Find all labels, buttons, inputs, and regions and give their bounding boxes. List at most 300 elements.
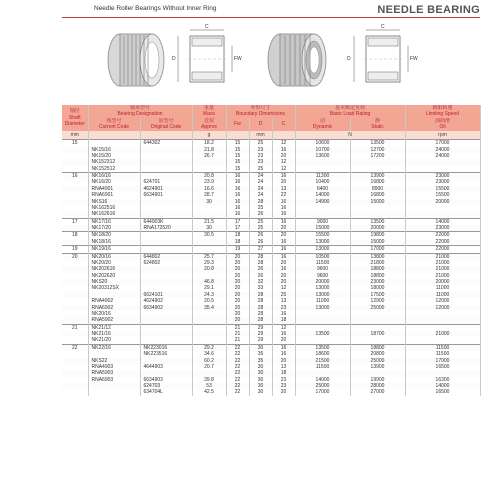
- cell-c: 12: [272, 285, 295, 291]
- cell-d: 28: [249, 260, 272, 266]
- cell-mass: 30: [192, 199, 226, 205]
- cell-dyn: 17000: [295, 389, 350, 395]
- cell-dyn: 11500: [295, 260, 350, 266]
- cell-oil: 21000: [405, 331, 480, 337]
- cell-mass: 20.5: [192, 298, 226, 304]
- cell-current: NK16/16: [88, 173, 140, 180]
- label-d-left: D: [172, 56, 176, 62]
- cell-dyn: 9600: [295, 266, 350, 272]
- th-speed: 极限转速 Limiting Speed: [405, 105, 480, 118]
- table-row: [62, 324, 480, 331]
- cell-mass: 60.2: [192, 358, 226, 364]
- cell-fw: 18: [226, 232, 249, 239]
- cell-original: [140, 166, 192, 173]
- cell-c: 12: [272, 324, 295, 331]
- bearing-figures: [62, 22, 480, 102]
- cell-sta: 19800: [350, 232, 405, 239]
- cell-d: 25: [249, 205, 272, 211]
- cell-c: 16: [272, 205, 295, 211]
- cell-mass: 20.8: [192, 266, 226, 272]
- cell-fw: 16: [226, 205, 249, 211]
- cell-c: 16: [272, 173, 295, 180]
- cell-c: 16: [272, 147, 295, 153]
- cell-c: 13: [272, 364, 295, 370]
- cell-fw: 20: [226, 311, 249, 317]
- cell-sta: 19900: [350, 377, 405, 383]
- cell-sta: 18800: [350, 344, 405, 351]
- cell-dyn: 13000: [295, 305, 350, 311]
- cell-current: NK162616: [88, 211, 140, 218]
- cell-fw: 22: [226, 389, 249, 395]
- table-row: [62, 344, 480, 351]
- cell-d: 25: [249, 140, 272, 147]
- cell-dyn: 11500: [295, 364, 350, 370]
- cell-c: 16: [272, 253, 295, 260]
- table-row: [62, 166, 480, 173]
- cell-d: 28: [249, 311, 272, 317]
- cell-current: RNA6903: [88, 377, 140, 383]
- cell-dyn: 13000: [295, 292, 350, 298]
- cell-oil: 16500: [405, 389, 480, 395]
- cell-sta: 17500: [350, 292, 405, 298]
- cell-mass: [192, 337, 226, 344]
- cell-sta: 23000: [350, 279, 405, 285]
- cell-oil: 20000: [405, 279, 480, 285]
- cell-d: 28: [249, 317, 272, 324]
- cell-mass: 18.2: [192, 140, 226, 147]
- cell-c: 23: [272, 383, 295, 389]
- cell-d: 26: [249, 266, 272, 272]
- cell-oil: 16300: [405, 377, 480, 383]
- cell-fw: 19: [226, 246, 249, 253]
- cell-mass: 21.8: [192, 147, 226, 153]
- cell-current: [88, 140, 140, 147]
- cell-c: 20: [272, 260, 295, 266]
- cell-original: 6634902: [140, 305, 192, 311]
- cell-mass: [192, 324, 226, 331]
- cell-c: 23: [272, 305, 295, 311]
- cell-current: RNA4902: [88, 298, 140, 304]
- cell-dyn: [295, 324, 350, 331]
- cell-d: 28: [249, 298, 272, 304]
- cell-d: 30: [249, 377, 272, 383]
- cell-dyn: 14900: [295, 199, 350, 205]
- cell-d: 24: [249, 179, 272, 185]
- cell-current: NK15/20: [88, 153, 140, 159]
- cell-fw: 16: [226, 211, 249, 218]
- cell-c: 16: [272, 266, 295, 272]
- th-fw: Fw: [226, 118, 249, 131]
- cell-oil: [405, 324, 480, 331]
- cell-fw: 20: [226, 298, 249, 304]
- cell-fw: 15: [226, 159, 249, 165]
- cell-current: NK21/16: [88, 331, 140, 337]
- unit-mass: g: [192, 131, 226, 140]
- cell-current: NK20/16: [88, 253, 140, 260]
- cell-dyn: 25000: [295, 383, 350, 389]
- cell-shaft: [62, 225, 88, 232]
- cell-dyn: 11300: [295, 173, 350, 180]
- cell-c: 18: [272, 370, 295, 376]
- cell-fw: 20: [226, 292, 249, 298]
- cell-current: NK20312SX: [88, 285, 140, 291]
- cell-fw: 20: [226, 279, 249, 285]
- cell-shaft: [62, 337, 88, 344]
- th-d: D: [249, 118, 272, 131]
- cell-d: 30: [249, 383, 272, 389]
- cell-fw: 22: [226, 377, 249, 383]
- cell-shaft: 17: [62, 218, 88, 225]
- unit-dims: mm: [249, 131, 272, 140]
- cell-dyn: 11000: [295, 298, 350, 304]
- cell-fw: 21: [226, 324, 249, 331]
- cell-fw: 21: [226, 331, 249, 337]
- cell-mass: 35.4: [192, 305, 226, 311]
- cell-mass: 39.8: [192, 377, 226, 383]
- cell-sta: [350, 166, 405, 173]
- cell-dyn: 10700: [295, 147, 350, 153]
- table-row: [62, 246, 480, 253]
- th-c: C: [272, 118, 295, 131]
- cell-sta: 25000: [350, 358, 405, 364]
- cell-current: RNA5902: [88, 317, 140, 324]
- cell-c: 20: [272, 279, 295, 285]
- cell-fw: 16: [226, 199, 249, 205]
- cell-current: RNA5903: [88, 370, 140, 376]
- cell-dyn: 13500: [295, 344, 350, 351]
- cell-c: 12: [272, 140, 295, 147]
- cell-shaft: 18: [62, 232, 88, 239]
- cell-current: NK21/20: [88, 337, 140, 344]
- th-designation: 轴承型号 Bearing Designation: [88, 105, 192, 118]
- cell-shaft: 15: [62, 140, 88, 147]
- cell-d: 29: [249, 324, 272, 331]
- cell-mass: 23.9: [192, 179, 226, 185]
- cell-d: 28: [249, 199, 272, 205]
- cell-oil: 23000: [405, 173, 480, 180]
- cell-mass: 53: [192, 383, 226, 389]
- th-shaft: 轴径 Shaft Diameter: [62, 105, 88, 131]
- cell-current: NK15/16: [88, 147, 140, 153]
- cell-mass: 21.5: [192, 218, 226, 225]
- section-drawing-left: [170, 22, 256, 98]
- label-c-left: C: [205, 24, 209, 30]
- label-fw-left: FW: [234, 56, 242, 62]
- bearing-table: [62, 105, 481, 396]
- cell-shaft: 16: [62, 173, 88, 180]
- label-fw-right: FW: [410, 56, 418, 62]
- cell-d: 33: [249, 285, 272, 291]
- table-row: [62, 253, 480, 260]
- cell-c: 23: [272, 377, 295, 383]
- cell-original: [140, 173, 192, 180]
- cell-oil: 23000: [405, 179, 480, 185]
- cell-dyn: 9600: [295, 273, 350, 279]
- cell-oil: 21000: [405, 260, 480, 266]
- cell-oil: 21000: [405, 266, 480, 272]
- cell-oil: 24000: [405, 153, 480, 159]
- cell-oil: 21000: [405, 253, 480, 260]
- cell-c: 16: [272, 311, 295, 317]
- cell-dyn: 10400: [295, 179, 350, 185]
- cell-d: 30: [249, 344, 272, 351]
- cell-shaft: 22: [62, 344, 88, 351]
- cell-d: 23: [249, 147, 272, 153]
- cell-d: 24: [249, 192, 272, 198]
- cell-current: NK202616: [88, 266, 140, 272]
- cell-oil: 23000: [405, 225, 480, 232]
- cell-original: [140, 211, 192, 218]
- cell-oil: 22000: [405, 246, 480, 253]
- cell-fw: 18: [226, 239, 249, 246]
- cell-fw: 20: [226, 273, 249, 279]
- page-title: Needle Roller Bearings Without Inner Ring: [94, 5, 217, 12]
- cell-oil: 14000: [405, 218, 480, 225]
- cell-dyn: [295, 337, 350, 344]
- cell-current: NKS16: [88, 199, 140, 205]
- cell-c: 20: [272, 337, 295, 344]
- cell-fw: 22: [226, 358, 249, 364]
- cell-d: 35: [249, 358, 272, 364]
- cell-c: 22: [272, 192, 295, 198]
- cell-oil: 11500: [405, 344, 480, 351]
- label-d-right: D: [347, 56, 351, 62]
- cell-sta: 18000: [350, 285, 405, 291]
- cell-d: 25: [249, 225, 272, 232]
- cell-original: [140, 239, 192, 246]
- cell-fw: 16: [226, 192, 249, 198]
- table-row: [62, 173, 480, 180]
- cell-fw: 16: [226, 173, 249, 180]
- cell-sta: 28000: [350, 383, 405, 389]
- cell-c: 16: [272, 246, 295, 253]
- cell-oil: 22000: [405, 239, 480, 246]
- cell-mass: 46.8: [192, 279, 226, 285]
- cell-c: 20: [272, 225, 295, 232]
- cell-mass: 28.7: [192, 192, 226, 198]
- cell-sta: 17000: [350, 246, 405, 253]
- cell-oil: 21000: [405, 273, 480, 279]
- cell-dyn: 15000: [295, 225, 350, 232]
- cell-fw: 22: [226, 383, 249, 389]
- cell-dyn: 6400: [295, 186, 350, 192]
- cell-oil: 12000: [405, 298, 480, 304]
- cell-d: 30: [249, 389, 272, 395]
- cell-c: 16: [272, 344, 295, 351]
- cell-oil: [405, 317, 480, 324]
- table-row: [62, 225, 480, 232]
- cell-oil: 11000: [405, 292, 480, 298]
- cell-current: NKS22: [88, 358, 140, 364]
- cell-current: NK20/16: [88, 311, 140, 317]
- cell-dyn: 21500: [295, 358, 350, 364]
- cell-sta: 13500: [350, 140, 405, 147]
- cell-fw: 22: [226, 364, 249, 370]
- cell-mass: 29.1: [192, 285, 226, 291]
- cell-mass: 20.8: [192, 173, 226, 180]
- cell-dyn: [295, 317, 350, 324]
- cell-original: 4644903: [140, 364, 192, 370]
- cell-sta: 16800: [350, 179, 405, 185]
- cell-oil: [405, 211, 480, 218]
- cell-sta: [350, 337, 405, 344]
- cell-sta: [350, 211, 405, 218]
- cell-d: 26: [249, 232, 272, 239]
- unit-speed: rpm: [405, 131, 480, 140]
- cell-original: 4624901: [140, 186, 192, 192]
- cell-c: 12: [272, 159, 295, 165]
- cell-oil: 22000: [405, 232, 480, 239]
- cell-original: 6634901: [140, 192, 192, 198]
- brand-title: NEEDLE BEARING: [377, 4, 480, 16]
- cell-c: 13: [272, 298, 295, 304]
- cell-original: [140, 324, 192, 331]
- header-divider: [62, 17, 480, 18]
- table-row: [62, 337, 480, 344]
- cell-original: 644903K: [140, 218, 192, 225]
- cell-fw: 20: [226, 285, 249, 291]
- th-oil: 油润滑 Oil: [405, 118, 480, 131]
- cell-current: NK18/20: [88, 232, 140, 239]
- cell-oil: 15500: [405, 192, 480, 198]
- cell-fw: 22: [226, 370, 249, 376]
- cell-mass: 42.5: [192, 389, 226, 395]
- cell-c: 20: [272, 232, 295, 239]
- cell-fw: 20: [226, 317, 249, 324]
- table-row: [62, 140, 480, 147]
- cell-c: 20: [272, 389, 295, 395]
- table-row: [62, 317, 480, 324]
- cell-original: [140, 232, 192, 239]
- cell-shaft: [62, 317, 88, 324]
- cell-dyn: 13000: [295, 239, 350, 246]
- cell-current: RNA6901: [88, 192, 140, 198]
- cell-fw: 21: [226, 337, 249, 344]
- cell-mass: 30.5: [192, 232, 226, 239]
- cell-c: 20: [272, 358, 295, 364]
- cell-shaft: [62, 166, 88, 173]
- cell-dyn: [295, 166, 350, 173]
- cell-mass: 29.3: [192, 260, 226, 266]
- cell-fw: 17: [226, 218, 249, 225]
- cell-dyn: 14000: [295, 192, 350, 198]
- cell-fw: 20: [226, 305, 249, 311]
- label-c-right: C: [381, 24, 385, 30]
- cell-c: 25: [272, 292, 295, 298]
- cell-d: 27: [249, 246, 272, 253]
- cell-mass: 29.2: [192, 344, 226, 351]
- cell-mass: 25.7: [192, 253, 226, 260]
- section-drawing-right: [344, 22, 434, 98]
- table-row: [62, 232, 480, 239]
- cell-dyn: 20000: [295, 279, 350, 285]
- cell-sta: 13900: [350, 364, 405, 370]
- cell-original: 624703: [140, 383, 192, 389]
- cell-d: 23: [249, 153, 272, 159]
- cell-oil: 17000: [405, 358, 480, 364]
- cell-current: NK152312: [88, 159, 140, 165]
- cell-original: [140, 317, 192, 324]
- cell-sta: 18800: [350, 273, 405, 279]
- cell-sta: 13800: [350, 253, 405, 260]
- cell-fw: 22: [226, 351, 249, 357]
- table-row: [62, 218, 480, 225]
- cell-shaft: [62, 389, 88, 395]
- cell-c: 12: [272, 166, 295, 173]
- cell-original: 644302: [140, 140, 192, 147]
- cell-dyn: 10500: [295, 253, 350, 260]
- cell-c: 16: [272, 351, 295, 357]
- cell-oil: [405, 337, 480, 344]
- bearing-photo-left: [102, 30, 168, 90]
- cell-original: NK223516: [140, 351, 192, 357]
- cell-dyn: 13000: [295, 285, 350, 291]
- cell-shaft: 19: [62, 246, 88, 253]
- cell-c: 20: [272, 273, 295, 279]
- cell-c: 16: [272, 331, 295, 337]
- cell-oil: 11000: [405, 285, 480, 291]
- cell-dyn: 13000: [295, 246, 350, 253]
- cell-sta: 27000: [350, 389, 405, 395]
- cell-current: NK17/20: [88, 225, 140, 232]
- table-body: [62, 140, 480, 396]
- cell-d: 30: [249, 370, 272, 376]
- cell-d: 23: [249, 159, 272, 165]
- table-row: [62, 211, 480, 218]
- cell-d: 29: [249, 331, 272, 337]
- th-dimensions: 外形尺寸 Boundary Dimensions: [226, 105, 295, 118]
- cell-original: [140, 337, 192, 344]
- cell-shaft: [62, 211, 88, 218]
- cell-sta: [350, 317, 405, 324]
- cell-dyn: 14000: [295, 377, 350, 383]
- cell-current: NK22/16: [88, 344, 140, 351]
- cell-sta: 13500: [350, 218, 405, 225]
- cell-sta: 12700: [350, 147, 405, 153]
- cell-d: 35: [249, 351, 272, 357]
- cell-current: NK202620: [88, 273, 140, 279]
- cell-sta: 17200: [350, 153, 405, 159]
- cell-dyn: 15500: [295, 232, 350, 239]
- cell-original: RNA172520: [140, 225, 192, 232]
- cell-current: NK16/20: [88, 179, 140, 185]
- cell-current: NK20/20: [88, 260, 140, 266]
- cell-d: 30: [249, 364, 272, 370]
- cell-original: [140, 246, 192, 253]
- cell-dyn: 13600: [295, 153, 350, 159]
- th-mass: 重量 Mass 近似 Approx: [192, 105, 226, 131]
- cell-sta: [350, 324, 405, 331]
- cell-original: 634704L: [140, 389, 192, 395]
- cell-current: NK19/16: [88, 246, 140, 253]
- cell-original: NK223016: [140, 344, 192, 351]
- cell-d: 28: [249, 305, 272, 311]
- cell-mass: 24.3: [192, 292, 226, 298]
- cell-fw: 20: [226, 266, 249, 272]
- cell-d: 28: [249, 253, 272, 260]
- th-current: 现型号 Current Code: [88, 118, 140, 131]
- cell-mass: 30: [192, 225, 226, 232]
- cell-sta: 20800: [350, 351, 405, 357]
- cell-oil: 14000: [405, 383, 480, 389]
- cell-d: 26: [249, 273, 272, 279]
- cell-sta: 16800: [350, 192, 405, 198]
- cell-dyn: 18600: [295, 351, 350, 357]
- cell-d: 29: [249, 337, 272, 344]
- cell-oil: 20000: [405, 199, 480, 205]
- cell-current: NK162516: [88, 205, 140, 211]
- cell-current: RNA4901: [88, 186, 140, 192]
